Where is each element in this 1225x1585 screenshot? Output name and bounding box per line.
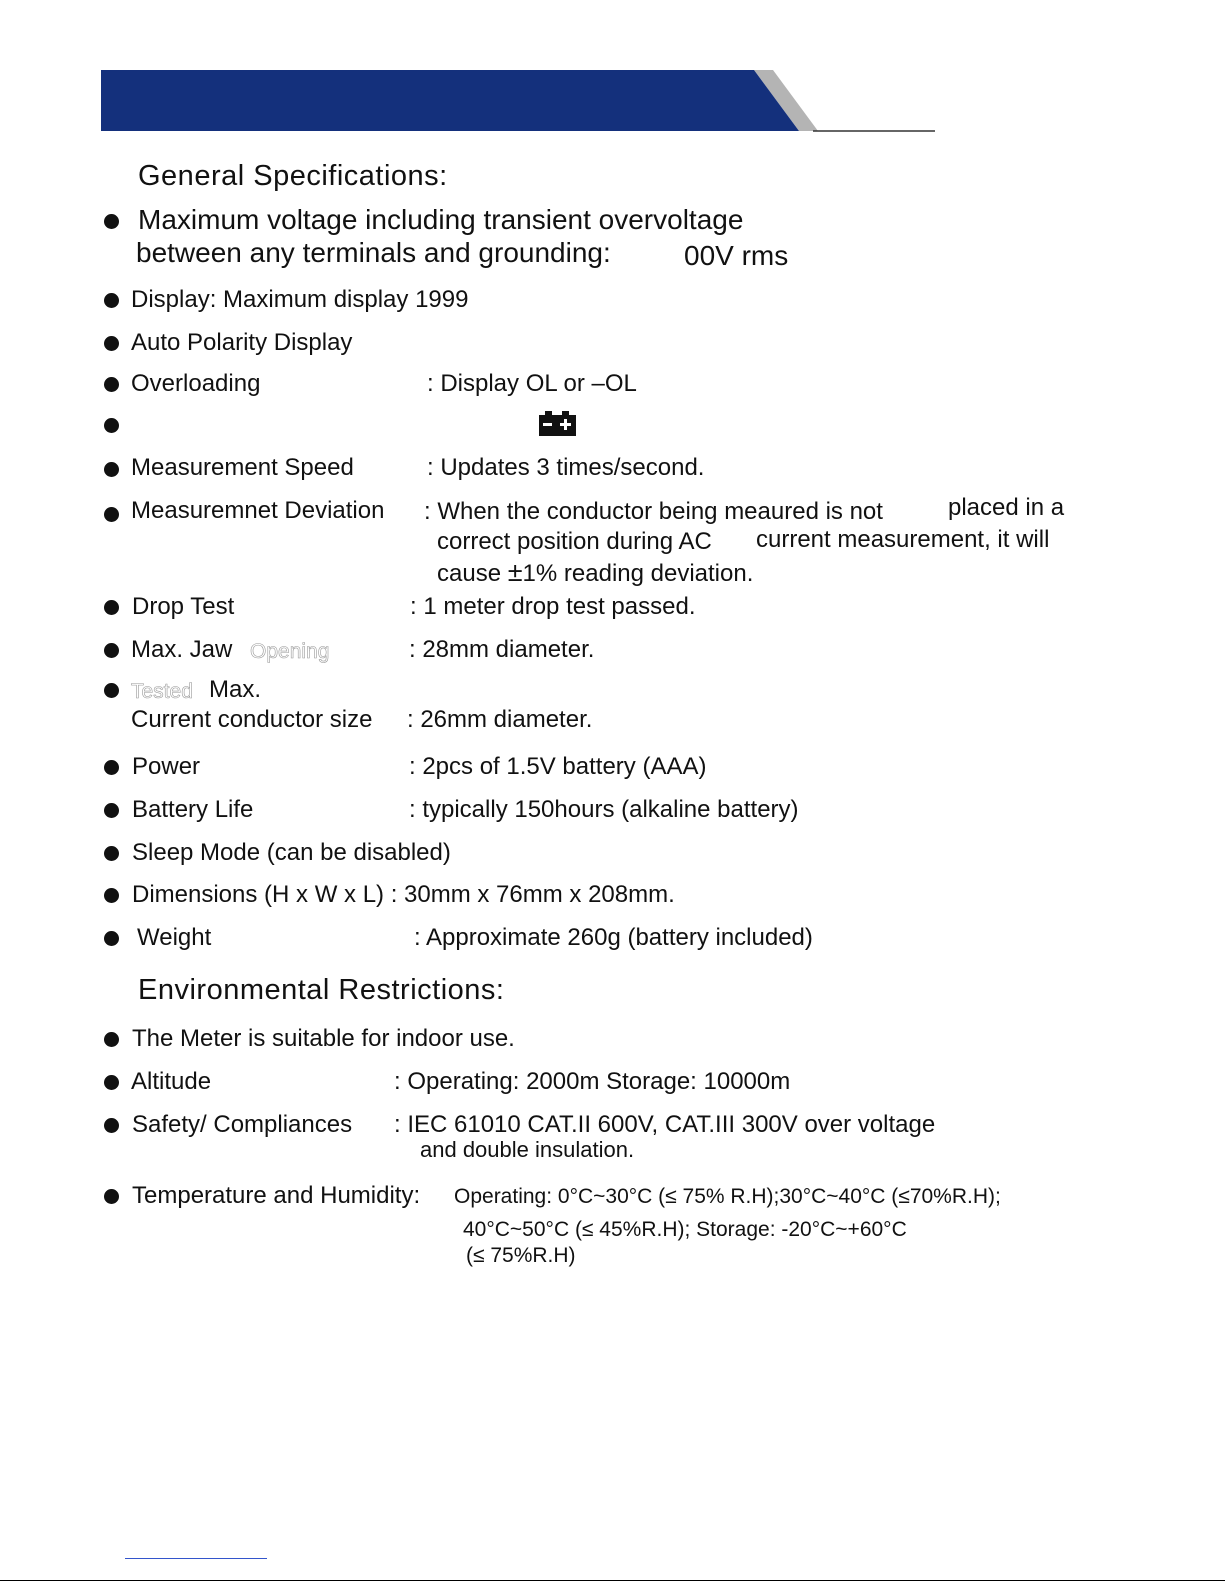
header-banner: [101, 70, 941, 134]
max-voltage-value: 00V rms: [684, 240, 789, 271]
max-voltage-line2: between any terminals and grounding:: [136, 237, 611, 268]
tested-max: Max.: [209, 676, 262, 703]
weight-label: Weight: [137, 924, 212, 951]
deviation-cause: cause: [437, 560, 502, 587]
weight-value: : Approximate 260g (battery included): [414, 924, 813, 951]
bullet: [104, 377, 119, 392]
bullet: [104, 1118, 119, 1133]
bullet: [104, 931, 119, 946]
page-bottom-rule: [0, 1580, 1225, 1581]
header-banner-graphic: [101, 70, 941, 134]
plus-minus-symbol: ±: [507, 557, 523, 587]
bullet: [104, 846, 119, 861]
battery-life-value: : typically 150hours (alkaline battery): [409, 796, 799, 823]
sleep-mode-text: Sleep Mode (can be disabled): [132, 839, 451, 866]
footer-line: [125, 1558, 267, 1559]
safety-label: Safety/ Compliances: [132, 1111, 353, 1138]
dimensions-text: Dimensions (H x W x L) : 30mm x 76mm x 208mm.: [132, 881, 675, 908]
deviation-label: Measuremnet Deviation: [131, 497, 385, 524]
overloading-value: : Display OL or –OL: [427, 370, 637, 397]
battery-life-label: Battery Life: [132, 796, 254, 823]
tested-faint-text: Tested: [131, 680, 193, 703]
bullet: [104, 803, 119, 818]
bullet: [104, 293, 119, 308]
bullet: [104, 760, 119, 775]
deviation-line1: : When the conductor being meaured is not: [424, 498, 883, 525]
bullet: [104, 418, 119, 433]
speed-label: Measurement Speed: [131, 454, 354, 481]
drop-label: Drop Test: [132, 593, 235, 620]
temp-line3: (≤ 75%R.H): [466, 1244, 576, 1267]
deviation-line1-end: placed in a: [948, 494, 1065, 521]
banner-blue-bar: [101, 70, 799, 131]
power-value: : 2pcs of 1.5V battery (AAA): [409, 753, 707, 780]
bullet: [104, 462, 119, 477]
bullet: [104, 1075, 119, 1090]
bullet: [104, 888, 119, 903]
temp-line2: 40°C~50°C (≤ 45%R.H); Storage: -20°C~+60°C: [463, 1218, 907, 1241]
deviation-line2: correct position during AC: [437, 528, 712, 555]
jaw-faint-text: Opening: [250, 640, 330, 663]
environment-title: Environmental Restrictions:: [138, 974, 505, 1006]
temp-label: Temperature and Humidity:: [132, 1182, 421, 1209]
bullet: [104, 336, 119, 351]
bullet: [104, 643, 119, 658]
safety-value: : IEC 61010 CAT.II 600V, CAT.III 300V over voltage: [394, 1111, 936, 1138]
altitude-label: Altitude: [131, 1068, 212, 1095]
max-voltage-line1: Maximum voltage including transient overvoltage: [138, 204, 744, 235]
indoor-text: The Meter is suitable for indoor use.: [132, 1025, 515, 1052]
bullet: [104, 1032, 119, 1047]
auto-polarity-text: Auto Polarity Display: [131, 329, 353, 356]
bullet: [104, 507, 119, 522]
power-label: Power: [132, 753, 201, 780]
jaw-value: : 28mm diameter.: [409, 636, 595, 663]
bullet: [104, 683, 119, 698]
temp-line1: Operating: 0°C~30°C (≤ 75% R.H);30°C~40°C (≤70%R.H);: [454, 1185, 1001, 1208]
deviation-line3: [437, 557, 753, 589]
drop-value: : 1 meter drop test passed.: [410, 593, 696, 620]
bullet: [104, 214, 119, 229]
deviation-percent: 1% reading deviation.: [522, 560, 754, 587]
altitude-value: : Operating: 2000m Storage: 10000m: [394, 1068, 791, 1095]
bullet: [104, 600, 119, 615]
deviation-line2-end: current measurement, it will: [756, 526, 1050, 553]
speed-value: : Updates 3 times/second.: [427, 454, 705, 481]
jaw-label: Max. Jaw: [131, 636, 233, 663]
conductor-label: Current conductor size: [131, 706, 373, 733]
battery-icon: [538, 410, 578, 438]
conductor-value: : 26mm diameter.: [407, 706, 593, 733]
general-specs-title: General Specifications:: [138, 160, 448, 192]
overloading-label: Overloading: [131, 370, 261, 397]
bullet: [104, 1189, 119, 1204]
display-text: Display: Maximum display 1999: [131, 286, 469, 313]
safety-value-line2: and double insulation.: [420, 1137, 635, 1162]
